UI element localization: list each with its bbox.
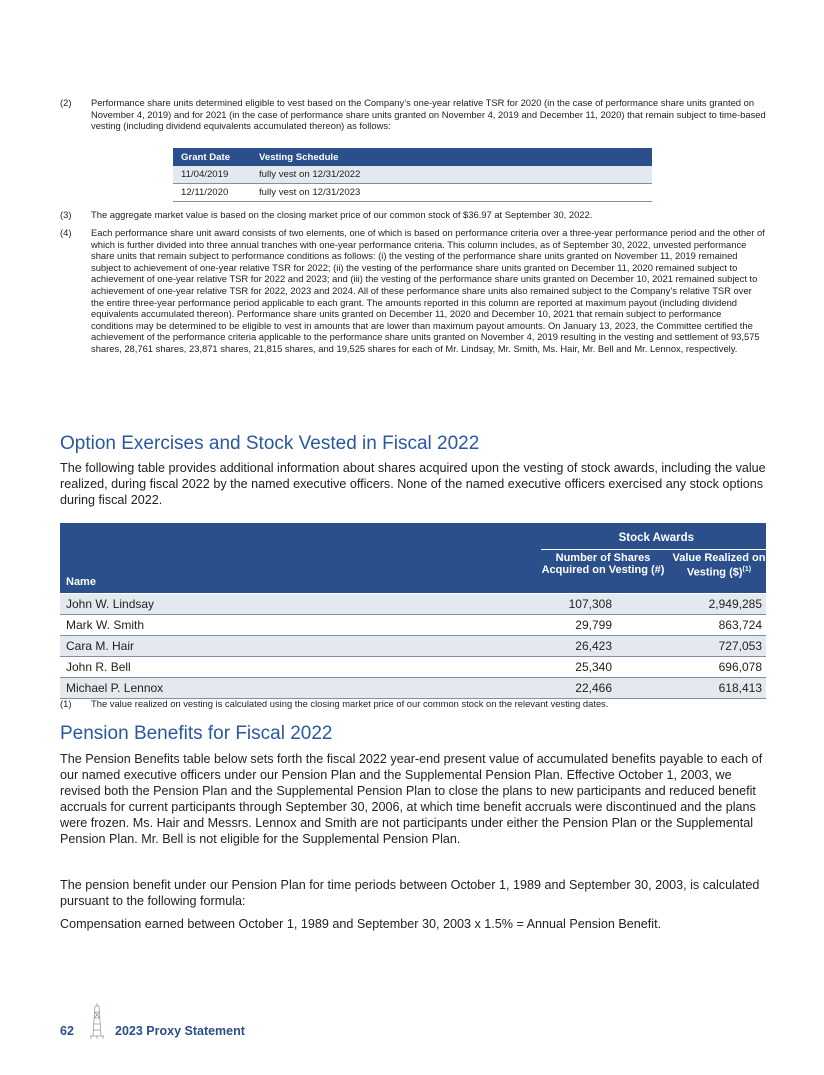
table-row	[60, 636, 766, 657]
value-cell: 618,413	[718, 681, 762, 695]
option-section-intro: The following table provides additional information about shares acquired upon the vesting of stock awards, including the value realized, during fiscal 2022 by the named executive officers. None of the named executive officers exercised any stock options during fiscal 2022.	[60, 461, 766, 507]
shares-cell: 29,799	[575, 618, 612, 632]
table-row	[173, 184, 652, 202]
table-row	[60, 615, 766, 636]
shares-cell: 107,308	[568, 597, 612, 611]
section-title-option-exercises: Option Exercises and Stock Vested in Fiscal 2022	[60, 433, 480, 454]
table-row	[60, 678, 766, 699]
stock-awards-table-header	[60, 523, 766, 593]
name-cell: Mark W. Smith	[66, 618, 145, 632]
derrick-logo-icon	[90, 1002, 104, 1040]
footnote-number: (2)	[60, 97, 72, 108]
table-row	[60, 657, 766, 678]
footnote-text: Performance share units determined eligible to vest based on the Company’s one-year relative TSR for 2020 (in the case of performance share units granted on November 4, 2019) and for 2021 (in the case of performance share units granted on November 4, 2019 and December 11, 2020) that remain subject to time-based vesting (including dividend equivalents accumulated thereon) as follows:	[91, 97, 766, 132]
stock-awards-table-body	[60, 594, 766, 699]
column-header-vesting-schedule: Vesting Schedule	[251, 148, 652, 166]
footnote-2	[60, 97, 766, 132]
table-row	[60, 594, 766, 615]
footnote-4	[60, 227, 766, 355]
footnote-number: (1)	[60, 698, 72, 709]
name-cell: Cara M. Hair	[66, 639, 135, 653]
pension-paragraph: The pension benefit under our Pension Plan for time periods between October 1, 1989 and September 30, 2003, is calculated pursuant to the following formula:	[60, 878, 760, 908]
footnote-number: (3)	[60, 209, 72, 220]
name-cell: John W. Lindsay	[66, 597, 155, 611]
vesting-schedule-table	[173, 148, 652, 202]
footnote-text: The aggregate market value is based on the closing market price of our common stock of $36.97 at September 30, 2022.	[91, 209, 593, 220]
page-number: 62	[60, 1024, 74, 1038]
pension-paragraph: The Pension Benefits table below sets forth the fiscal 2022 year-end present value of accumulated benefits payable to each of our named executive officers under our Pension Plan and the Supplemental Pension Plan. Effective October 1, 2003, we revised both the Pension Plan and the Supplemental Pension Plan to close the plans to new participants and reduced benefit accruals for current participants through September 30, 2006, at which time benefit accruals were discontinued and the plans were frozen. Ms. Hair and Messrs. Lennox and Smith are not participants under either the Pension Plan or the Supplemental Pension Plan. Mr. Bell is not eligible for the Supplemental Pension Plan.	[60, 752, 763, 846]
value-cell: 2,949,285	[708, 597, 762, 611]
footnote-text: The value realized on vesting is calculated using the closing market price of our common stock on the relevant vesting dates.	[91, 698, 609, 709]
shares-cell: 26,423	[575, 639, 612, 653]
column-header-grant-date: Grant Date	[173, 148, 251, 166]
shares-cell: 22,466	[575, 681, 612, 695]
footnote-3	[60, 209, 766, 221]
vesting-schedule-cell: fully vest on 12/31/2022	[251, 166, 652, 184]
footnote-text: Each performance share unit award consists of two elements, one of which is based on performance criteria over a three-year performance period and the other of which is further divided into three annual tranches with one-year performance criteria. This column includes, as of September 30, 2022, unvested performance share units that remain subject to performance conditions as follows: (i) the vesting of the performance share units granted on November 11, 2019 remained subject to achievement of one-year relative TSR for 2022; (ii) the vesting of the performance share units granted on December 11, 2020 remained subject to achievement of one-year relative TSR for 2022 and 2023; and (iii) the vesting of the performance share units granted on December 10, 2021 remained subject to achievement of one-year relative TSR for 2022, 2023 and 2024. All of these performance share units also remained subject to the Company’s relative TSR over the entire three-year performance period applicable to each grant. The amounts reported in this column are reported at maximum payout (including dividend equivalents accumulated thereon). Performance share units granted on December 11, 2020 and December 10, 2021 that remain subject to performance conditions may be determined to be eligible to vest in amounts that are lower than maximum payout amounts. On January 13, 2023, the Committee certified the achievement of the performance criteria applicable to the performance share units granted on November 4, 2019 resulting in the vesting and settlement of 93,575 shares, 28,761 shares, 23,871 shares, 21,815 shares, and 19,525 shares for each of Mr. Lindsay, Mr. Smith, Ms. Hair, Mr. Bell and Mr. Lennox, respectively.	[91, 227, 765, 354]
column-header-shares: Number of Shares Acquired on Vesting (#)	[541, 552, 665, 577]
value-cell: 727,053	[718, 639, 762, 653]
page-footer	[60, 1002, 360, 1042]
section-title-pension-benefits: Pension Benefits for Fiscal 2022	[60, 723, 333, 744]
value-cell: 863,724	[718, 618, 762, 632]
pension-formula: Compensation earned between October 1, 1989 and September 30, 2003 x 1.5% = Annual Pension Benefit.	[60, 917, 662, 931]
footer-title: 2023 Proxy Statement	[115, 1024, 245, 1038]
column-header-value	[672, 552, 766, 579]
column-header-value-text: Value Realized on Vesting ($)	[672, 552, 766, 580]
footnote-1	[60, 698, 766, 710]
vesting-schedule-cell: fully vest on 12/31/2023	[251, 184, 652, 202]
table-row	[173, 166, 652, 184]
group-header-stock-awards: Stock Awards	[618, 532, 694, 544]
footnote-marker: (1)	[742, 566, 752, 574]
footnote-number: (4)	[60, 227, 72, 238]
grant-date-cell: 12/11/2020	[173, 184, 251, 202]
name-cell: John R. Bell	[66, 660, 131, 674]
header-divider	[541, 549, 766, 550]
shares-cell: 25,340	[575, 660, 612, 674]
column-header-name: Name	[66, 576, 96, 588]
grant-date-cell: 11/04/2019	[173, 166, 251, 184]
value-cell: 696,078	[718, 660, 762, 674]
name-cell: Michael P. Lennox	[66, 681, 164, 695]
